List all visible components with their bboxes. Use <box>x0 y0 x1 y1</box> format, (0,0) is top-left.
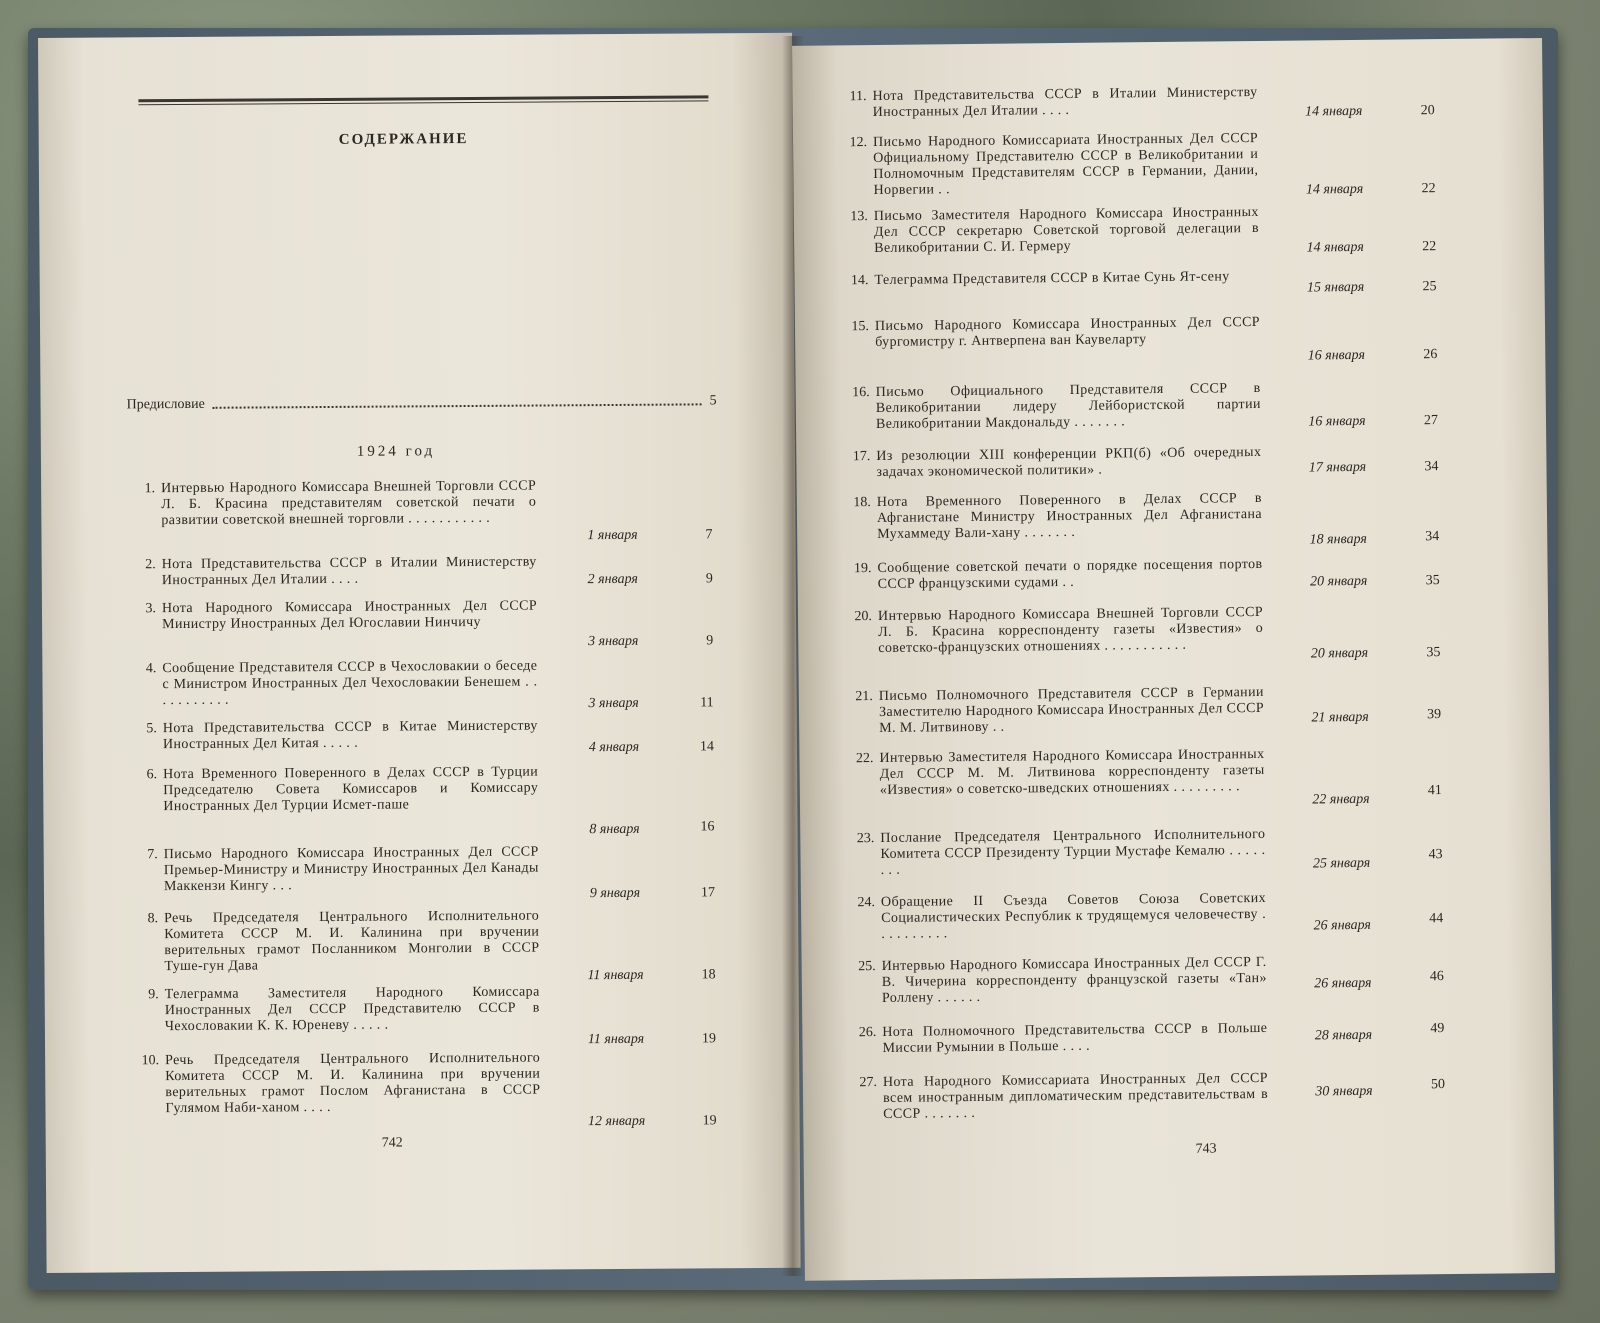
entry-number: 2. <box>145 557 156 573</box>
entry-number: 23. <box>856 831 875 847</box>
entry-title: Нота Народного Комиссара Иностранных Дел СССР Министру Иностранных Дел Югославии Нинчичу <box>161 598 538 633</box>
toc-entry <box>845 745 1442 817</box>
entry-page: 43 <box>1428 847 1443 863</box>
entry-page: 39 <box>1427 707 1442 723</box>
entry-title: Интервью Народного Комиссара Внешней Торговли СССР Л. Б. Красина представителям советской печати о развитии советской внешней торговли . . . . . . . . . . . <box>161 478 537 529</box>
toc-entry <box>838 83 1435 123</box>
entry-title: Послание Председателя Центрального Исполнительного Комитета СССР Президенту Турции Мустафе Кемалю . . . . . . . . <box>880 826 1266 878</box>
entry-page: 35 <box>1426 645 1441 661</box>
entry-page: 46 <box>1429 969 1444 985</box>
entry-number: 10. <box>141 1053 160 1069</box>
entry-page: 44 <box>1429 911 1444 927</box>
entry-date: 14 января <box>1305 103 1363 120</box>
entry-date: 18 января <box>1309 531 1367 548</box>
entry-number: 25. <box>858 959 876 975</box>
entry-page: 11 <box>700 695 714 711</box>
entry-title: Речь Председателя Центрального Исполнительного Комитета СССР М. И. Калинина при вручении верительных грамот Послом Афганистана в СССР Гулямом Наби-ханом . . . . <box>165 1050 541 1117</box>
preface-entry <box>127 393 717 413</box>
left-page <box>38 33 801 1273</box>
entry-number: 12. <box>849 135 868 151</box>
preface-page: 5 <box>709 393 717 409</box>
toc-entry <box>128 553 718 591</box>
entry-date: 9 января <box>589 885 641 902</box>
entry-date: 26 января <box>1313 917 1371 934</box>
entry-page: 50 <box>1430 1077 1446 1093</box>
entry-number: 3. <box>145 601 157 617</box>
toc-entry <box>846 825 1443 881</box>
entry-title: Письмо Народного Комиссариата Иностранных Дел СССР Официальному Представителю СССР в Великобритании и Полномочным Представителям СССР в Германии, Дании, Норвегии . . <box>872 130 1259 199</box>
preface-title: Предисловие <box>126 396 205 413</box>
entry-page: 22 <box>1421 181 1436 197</box>
entry-page: 34 <box>1425 529 1440 545</box>
entry-title: Телеграмма Представителя СССР в Китае Сунь Ят-сену <box>874 269 1230 289</box>
entry-number: 24. <box>857 895 876 911</box>
toc-entry <box>842 443 1439 483</box>
entry-title: Письмо Народного Комиссара Иностранных Дел СССР бургомистру г. Антверпена ван Каувеларту <box>874 314 1261 350</box>
entry-date: 12 января <box>587 1113 646 1130</box>
toc-entry <box>840 203 1437 259</box>
entry-number: 11. <box>849 89 867 105</box>
entry-page: 9 <box>705 571 713 587</box>
leader-dots <box>213 393 702 408</box>
entry-date: 26 января <box>1314 975 1372 992</box>
page-number: 742 <box>381 1135 403 1151</box>
entry-date: 21 января <box>1311 709 1369 726</box>
entry-number: 26. <box>858 1025 877 1041</box>
toc-entry <box>842 379 1439 435</box>
toc-entry <box>849 1069 1446 1125</box>
entry-number: 19. <box>853 561 872 577</box>
entry-number: 18. <box>853 495 871 511</box>
toc-entry <box>843 489 1440 548</box>
entry-date: 16 января <box>1307 347 1366 364</box>
entry-number: 17. <box>852 449 871 465</box>
entry-date: 2 января <box>587 571 638 588</box>
toc-entry <box>128 657 718 711</box>
entry-number: 6. <box>146 767 158 783</box>
entry-page: 7 <box>705 527 713 543</box>
entry-title: Обращение II Съезда Советов Союза Советских Социалистических Республик к трудящемуся человечеству . . . . . . . . . . <box>880 890 1267 942</box>
entry-number: 14. <box>850 273 869 289</box>
entry-page: 25 <box>1422 279 1437 295</box>
entry-title: Нота Временного Поверенного в Делах СССР в Афганистане Министру Иностранных Дел Афганистана Мухаммеду Вали-хану . . . . . . . <box>876 490 1263 542</box>
toc-entry <box>844 603 1441 675</box>
entry-title: Интервью Народного Комиссара Иностранных Дел СССР Г. В. Чичерина корреспонденту французской газеты «Тан» Роллену . . . . . . <box>881 954 1267 1006</box>
page-number: 743 <box>1195 1141 1217 1157</box>
entry-title: Письмо Заместителя Народного Комиссара Иностранных Дел СССР секретарю Советской торговой делегации в Великобритании С. И. Гермеру <box>873 204 1260 257</box>
entry-number: 21. <box>855 689 873 705</box>
entry-date: 17 января <box>1308 459 1367 476</box>
toc-entry <box>845 683 1442 739</box>
entry-date: 3 января <box>588 695 639 712</box>
toc-entry <box>131 1049 721 1130</box>
entry-page: 49 <box>1430 1021 1445 1037</box>
entry-date: 3 января <box>588 633 639 650</box>
entry-title: Письмо Официального Представителя СССР в Великобритании лидеру Лейбористской партии Великобритании Макдональду . . . . . . . <box>875 380 1261 432</box>
entry-number: 27. <box>859 1075 877 1091</box>
toc-entry <box>129 717 719 755</box>
entry-date: 25 января <box>1312 855 1371 872</box>
entry-page: 9 <box>706 633 714 649</box>
entry-number: 7. <box>147 847 158 863</box>
entry-page: 19 <box>701 1031 717 1047</box>
entry-date: 15 января <box>1306 279 1365 296</box>
entry-number: 20. <box>854 609 873 625</box>
right-page <box>792 38 1555 1281</box>
entry-number: 15. <box>851 319 870 335</box>
entry-title: Интервью Заместителя Народного Комиссара Иностранных Дел СССР М. М. Литвинова корреспонденту газеты «Известия» о советско-шведских отношениях . . . . . . . . . <box>879 746 1265 798</box>
entry-number: 1. <box>144 481 156 497</box>
entry-date: 11 января <box>587 1031 645 1048</box>
entry-title: Интервью Народного Комиссара Внешней Торговли СССР Л. Б. Красина корреспонденту газеты «Известия» о советско-французских отношениях . . . . . . . . . . . <box>877 604 1264 656</box>
entry-title: Нота Представительства СССР в Китае Министерству Иностранных Дел Китая . . . . . <box>162 718 538 753</box>
entry-date: 1 января <box>587 527 638 544</box>
entry-date: 30 января <box>1315 1083 1373 1100</box>
entry-page: 35 <box>1425 573 1440 589</box>
entry-page: 34 <box>1424 459 1439 475</box>
entry-number: 13. <box>850 209 868 225</box>
entry-date: 14 января <box>1305 181 1364 198</box>
entry-number: 22. <box>855 751 874 767</box>
entry-page: 27 <box>1423 413 1439 429</box>
entry-page: 41 <box>1427 783 1442 799</box>
entry-page: 22 <box>1422 239 1437 255</box>
entry-number: 9. <box>148 987 159 1003</box>
contents-heading: СОДЕРЖАНИЕ <box>338 130 469 148</box>
year-heading: 1924 год <box>356 443 436 460</box>
entry-page: 17 <box>700 885 716 901</box>
entry-number: 16. <box>852 385 870 401</box>
entry-page: 19 <box>702 1113 717 1129</box>
entry-title: Нота Представительства СССР в Италии Министерству Иностранных Дел Италии . . . . <box>161 554 537 589</box>
entry-page: 14 <box>699 739 715 755</box>
entry-date: 28 января <box>1314 1027 1373 1044</box>
toc-entry <box>128 597 718 651</box>
toc-entry <box>843 555 1440 595</box>
entry-title: Сообщение советской печати о порядке посещения портов СССР французскими судами . . <box>877 556 1263 592</box>
toc-entry <box>848 1019 1445 1059</box>
toc-entry <box>840 267 1437 307</box>
toc-entry <box>130 907 720 984</box>
entry-number: 4. <box>145 661 157 677</box>
entry-page: 16 <box>700 819 715 835</box>
toc-entry <box>130 843 720 902</box>
entry-date: 14 января <box>1306 239 1364 256</box>
entry-date: 8 января <box>589 821 640 838</box>
toc-entry <box>131 983 721 1048</box>
toc-entry <box>847 889 1444 945</box>
entry-date: 20 января <box>1309 573 1368 590</box>
header-rule <box>138 95 708 102</box>
toc-entry <box>127 477 717 545</box>
entry-title: Телеграмма Заместителя Народного Комиссара Иностранных Дел СССР Представителю СССР в Чехословакии К. К. Юреневу . . . . . <box>164 984 540 1035</box>
toc-entry <box>129 763 719 838</box>
toc-entry <box>841 313 1438 373</box>
entry-title: Нота Представительства СССР в Италии Министерству Иностранных Дел Италии . . . . <box>872 84 1258 121</box>
entry-page: 20 <box>1420 103 1435 119</box>
entry-title: Нота Полномочного Представительства СССР в Польше Миссии Румынии в Польше . . . . <box>882 1020 1268 1056</box>
entry-date: 20 января <box>1310 645 1369 662</box>
entry-page: 18 <box>701 967 716 983</box>
entry-title: Из резолюции XIII конференции РКП(б) «Об очередных задачах экономической политики» . <box>876 444 1262 480</box>
entry-number: 5. <box>146 721 157 737</box>
entry-date: 4 января <box>588 739 640 756</box>
entry-title: Нота Народного Комиссариата Иностранных Дел СССР всем иностранным дипломатическим представительствам в СССР . . . . . . . <box>882 1070 1269 1122</box>
entry-title: Письмо Народного Комиссара Иностранных Дел СССР Премьер-Министру и Министру Иностранных Дел Канады Маккензи Кингу . . . <box>163 844 539 895</box>
entry-number: 8. <box>147 911 159 927</box>
entry-title: Письмо Полномочного Представителя СССР в Германии Заместителю Народного Комиссара Иностранных Дел СССР М. М. Литвинову . . <box>878 684 1265 736</box>
entry-title: Сообщение Представителя СССР в Чехословакии о беседе с Министром Иностранных Дел Чехословакии Бенешем . . . . . . . . . . . <box>162 658 538 709</box>
entry-title: Нота Временного Поверенного в Делах СССР в Турции Председателю Совета Комиссаров и Комиссару Иностранных Дел Турции Исмет-паше <box>163 764 539 815</box>
toc-entry <box>848 953 1444 1009</box>
toc-entry <box>839 129 1436 201</box>
entry-date: 22 января <box>1312 791 1370 808</box>
entry-date: 16 января <box>1308 413 1366 430</box>
entry-title: Речь Председателя Центрального Исполнительного Комитета СССР М. И. Калинина при вручении верительных грамот Посланником Монголии в СССР Туше-гун Дава <box>164 908 540 975</box>
entry-date: 11 января <box>587 967 644 984</box>
entry-page: 26 <box>1423 347 1438 363</box>
